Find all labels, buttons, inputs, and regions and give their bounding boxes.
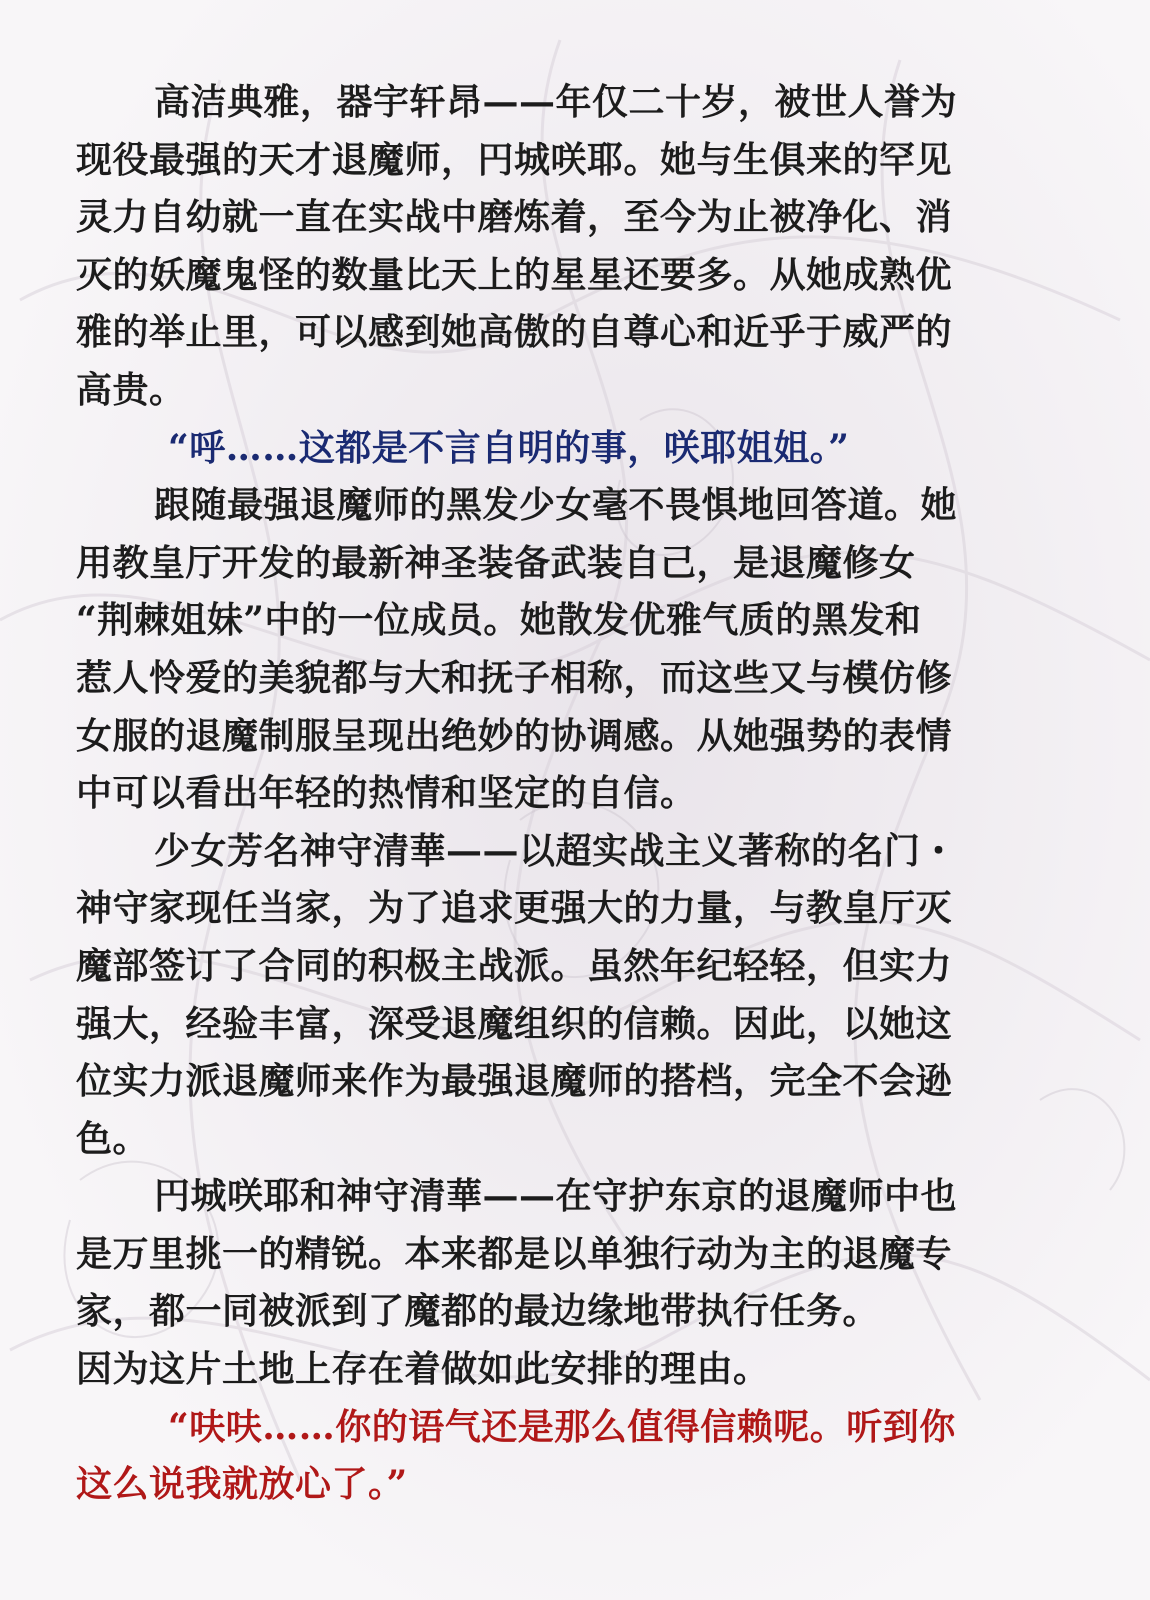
- text-line: 因为这片土地上存在着做如此安排的理由。: [76, 1348, 770, 1391]
- text-line: 灵力自幼就一直在实战中磨炼着，至今为止被净化、消: [76, 196, 953, 239]
- text-line: “荆棘姐妹”中的一位成员。她散发优雅气质的黑发和: [76, 599, 922, 642]
- text-line: 位实力派退魔师来作为最强退魔师的搭档，完全不会逊: [76, 1060, 953, 1103]
- text-line: 中可以看出年轻的热情和坚定的自信。: [76, 772, 697, 815]
- text-line: 色。: [76, 1117, 150, 1160]
- text-line: 少女芳名神守清華——以超实战主义著称的名门・: [154, 829, 958, 872]
- text-line: 魔部签订了合同的积极主战派。虽然年纪轻轻，但实力: [76, 944, 953, 987]
- text-line: 灭的妖魔鬼怪的数量比天上的星星还要多。从她成熟优: [76, 253, 953, 296]
- text-line: 雅的举止里，可以感到她高傲的自尊心和近乎于威严的: [76, 311, 953, 354]
- text-line: 女服的退魔制服呈现出绝妙的协调感。从她强势的表情: [76, 714, 953, 757]
- text-line: 跟随最强退魔师的黑发少女毫不畏惧地回答道。她: [154, 484, 958, 527]
- text-line: 是万里挑一的精锐。本来都是以单独行动为主的退魔专: [76, 1232, 953, 1275]
- text-line: 用教皇厅开发的最新神圣装备武装自己，是退魔修女: [76, 541, 916, 584]
- text-line: 强大，经验丰富，深受退魔组织的信赖。因此，以她这: [76, 1002, 953, 1045]
- text-line: 家，都一同被派到了魔都的最边缘地带执行任务。: [76, 1290, 880, 1333]
- dialogue-line: “呼……这都是不言自明的事，咲耶姐姐。”: [168, 426, 850, 469]
- text-line: 神守家现任当家，为了追求更强大的力量，与教皇厅灭: [76, 887, 953, 930]
- document-page: [76, 74, 1076, 1514]
- text-line: 惹人怜爱的美貌都与大和抚子相称，而这些又与模仿修: [76, 656, 953, 699]
- text-line: 円城咲耶和神守清華——在守护东京的退魔师中也: [154, 1175, 958, 1218]
- text-line: 现役最强的天才退魔师，円城咲耶。她与生俱来的罕见: [76, 138, 953, 181]
- text-line: 高贵。: [76, 368, 186, 411]
- text-line: 高洁典雅，器宇轩昂——年仅二十岁，被世人誉为: [154, 81, 958, 123]
- dialogue-line: 这么说我就放心了。”: [76, 1463, 408, 1506]
- dialogue-line: “呋呋……你的语气还是那么值得信赖呢。听到你: [168, 1405, 956, 1448]
